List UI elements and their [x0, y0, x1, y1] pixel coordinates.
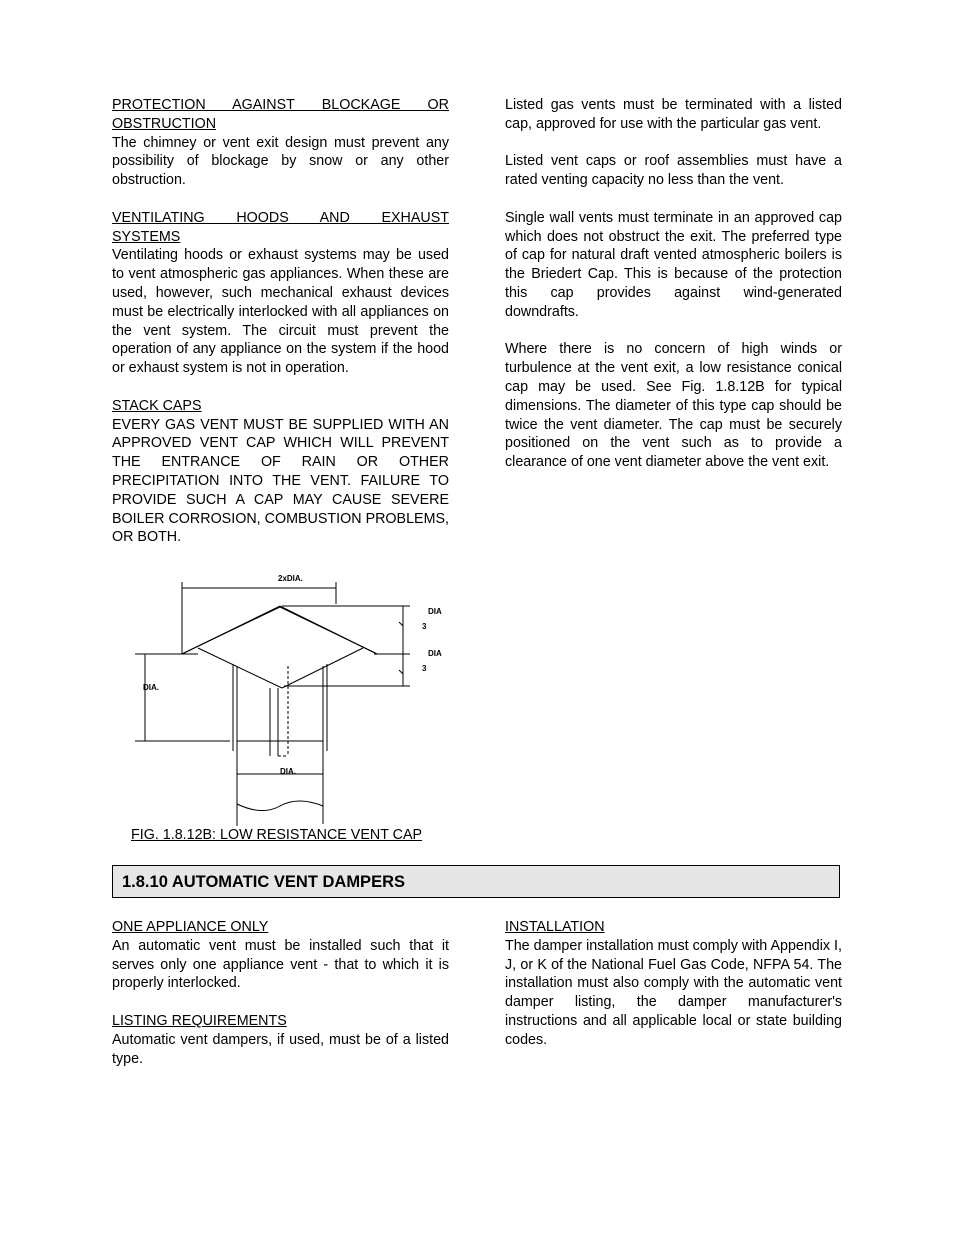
section-title: 1.8.10 AUTOMATIC VENT DAMPERS	[112, 865, 840, 898]
paragraph-stack-caps: EVERY GAS VENT MUST BE SUPPLIED WITH AN APPROVED VENT CAP WHICH WILL PREVENT THE ENTRANCE OF RAIN OR OTHER PRECIPITATION INTO THE VENT. FAILURE TO PROVIDE SUCH A CAP MAY CAUSE SEVERE BOILER CORROSION, COMBUSTION PROBLEMS, OR BOTH.	[112, 416, 449, 546]
left-column	[112, 96, 449, 547]
paragraph-single-wall-vents: Single wall vents must terminate in an approved cap which does not obstruct the exit. The preferred type of cap for natural draft vented atmospheric boilers is the Briedert Cap. This is because of the protection this cap provides against wind-generated downdrafts.	[505, 209, 842, 320]
right-column-section	[505, 918, 842, 1050]
figure-caption: FIG. 1.8.12B: LOW RESISTANCE VENT CAP	[131, 827, 423, 843]
heading-listing-requirements: LISTING REQUIREMENTS	[112, 1012, 287, 1029]
label-dia-2: DIA	[428, 649, 442, 658]
label-fraction-1: 3	[422, 622, 427, 631]
paragraph-installation: The damper installation must comply with Appendix I, J, or K of the National Fuel Gas Code, NFPA 54. The installation must also comply with the automatic vent damper listing, the damper manufacturer's instructions and all applicable local or state building codes.	[505, 937, 842, 1048]
paragraph-listed-vent-caps: Listed vent caps or roof assemblies must have a rated venting capacity no less than the vent.	[505, 153, 842, 189]
heading-stack-caps: STACK CAPS	[112, 397, 202, 414]
label-fraction-2: 3	[422, 664, 427, 673]
right-column	[505, 96, 842, 472]
paragraph-listing-requirements: Automatic vent dampers, if used, must be of a listed type.	[112, 1031, 449, 1067]
paragraph-listed-gas-vents: Listed gas vents must be terminated with a listed cap, approved for use with the particular gas vent.	[505, 97, 842, 132]
vent-cap-diagram	[112, 566, 452, 828]
left-column-section	[112, 918, 449, 1068]
heading-one-appliance: ONE APPLIANCE ONLY	[112, 919, 269, 935]
paragraph-one-appliance: An automatic vent must be installed such that it serves only one appliance vent - that to which it is properly interlocked.	[112, 937, 449, 992]
paragraph-protection: The chimney or vent exit design must prevent any possibility of blockage by snow or any other obstruction.	[112, 134, 449, 189]
paragraph-conical-cap: Where there is no concern of high winds or turbulence at the vent exit, a low resistance conical cap may be used. See Fig. 1.8.12B for typical dimensions. The diameter of this type cap should be twice the vent diameter. The cap must be securely positioned on the vent such as to provide a clearance of one vent diameter above the vent exit.	[505, 341, 842, 471]
heading-installation: INSTALLATION	[505, 919, 605, 935]
paragraph-ventilating: Ventilating hoods or exhaust systems may be used to vent atmospheric gas appliances. When these are used, however, such mechanical exhaust devices must be electrically interlocked with all appliances on the vent system. The circuit must prevent the operation of any appliance on the system if the hood or exhaust system is not in operation.	[112, 247, 449, 377]
heading-protection-line2: OBSTRUCTION	[112, 115, 217, 132]
heading-ventilating-line1: VENTILATING HOODS AND EXHAUST	[112, 209, 449, 226]
label-dia-1: DIA	[428, 607, 442, 616]
heading-ventilating-line2: SYSTEMS	[112, 228, 181, 245]
label-dia-left: DIA.	[143, 683, 159, 692]
label-2xdia: 2xDIA.	[278, 574, 303, 583]
label-dia-bottom: DIA.	[280, 767, 296, 776]
heading-protection-line1: PROTECTION AGAINST BLOCKAGE OR	[112, 97, 449, 113]
